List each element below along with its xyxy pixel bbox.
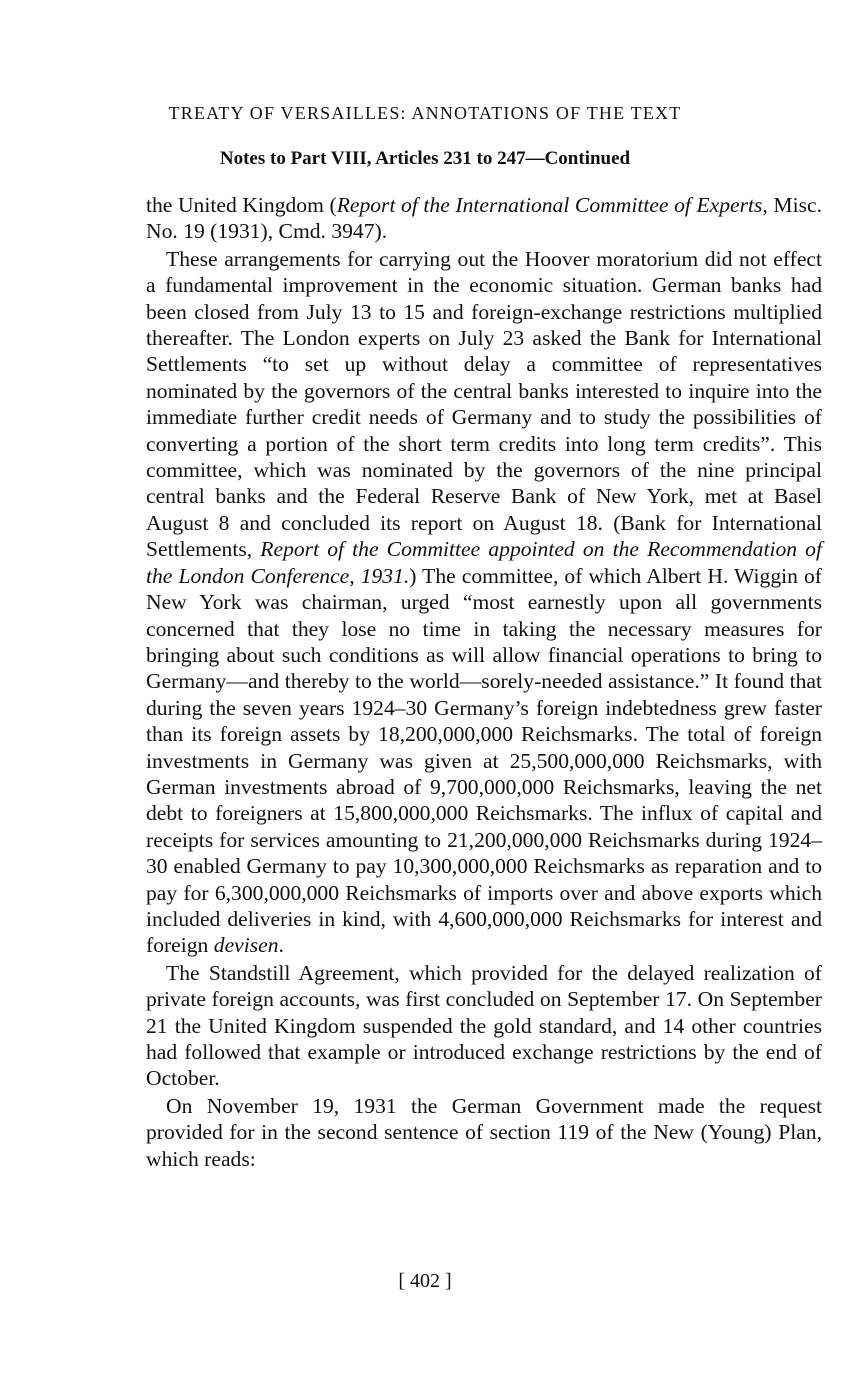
citation-italic: Report of the Committee appointed on the Recommendation of the London Conference, 1931. bbox=[146, 537, 822, 588]
term-italic: devisen bbox=[213, 933, 279, 958]
running-title: TREATY OF VERSAILLES: ANNOTATIONS OF THE TEXT bbox=[168, 103, 682, 123]
page-number: [ 402 ] bbox=[398, 1270, 452, 1292]
paragraph-german-request: On November 19, 1931 the German Government made the request provided for in the second sentence of section 119 of the New (Young) Plan, which reads: bbox=[146, 1093, 822, 1171]
citation-italic: Report of the International Committee of Experts bbox=[336, 193, 763, 217]
section-title: Notes to Part VIII, Articles 231 to 247—Continued bbox=[219, 148, 631, 169]
body-text bbox=[146, 192, 822, 1172]
paragraph-hoover-moratorium: These arrangements for carrying out the Hoover moratorium did not effect a fundamental improvement in the economic situation. German banks had been closed from July 13 to 15 and foreign-exchange restrictions multiplied thereafter. The London experts on July 23 asked the Bank for International Settlements “to set up without delay a committee of representatives nominated by the governors of the central banks interested to inquire into the immediate further credit needs of Germany and to study the possibilities of converting a portion of the short term credits into long term credits”. This committee, which was nominated by the governors of the nine principal central banks and the Federal Reserve Bank of New York, met at Basel August 8 and concluded its report on August 18. (Bank for International Settlements, Report of the Committee appointed on the Recommendation of the London Conference, 1931.) The committee, of which Albert H. Wiggin of New York was chairman, urged “most earnestly upon all governments concerned that they lose no time in taking the necessary measures for bringing about such conditions as will allow financial operations to bring to Germany—and thereby to the world—sorely-needed assistance.” It found that during the seven years 1924–30 Germany’s foreign indebtedness grew faster than its foreign assets by 18,200,000,000 Reichsmarks. The total of foreign investments in Germany was given at 25,500,000,000 Reichsmarks, with German investments abroad of 9,700,000,000 Reichsmarks, leaving the net debt to foreigners at 15,800,000,000 Reichsmarks. The influx of capital and receipts for services amounting to 21,200,000,000 Reichsmarks during 1924–30 enabled Germany to pay 10,300,000,000 Reichsmarks as reparation and to pay for 6,300,000,000 Reichsmarks of imports over and above exports which included deliveries in kind, with 4,600,000,000 Reichsmarks for interest and foreign devisen. bbox=[146, 246, 822, 958]
paragraph-standstill-agreement: The Standstill Agreement, which provided for the delayed realization of private foreign accounts, was first concluded on September 17. On September 21 the United Kingdom suspended the gold standard, and 14 other countries had followed that example or introduced exchange restrictions by the end of October. bbox=[146, 960, 822, 1091]
paragraph-continued: the United Kingdom (Report of the International Committee of Experts, Misc. No. 19 (1931), Cmd. 3947). bbox=[146, 193, 822, 244]
